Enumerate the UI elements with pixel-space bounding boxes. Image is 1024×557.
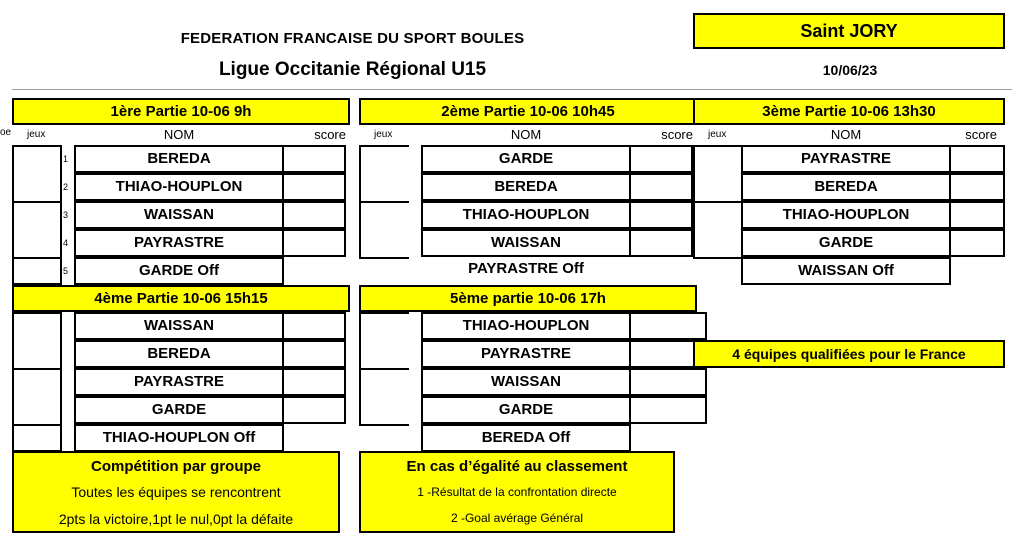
number-column [60, 312, 74, 452]
score-header: score [661, 127, 693, 142]
team-name: BEREDA Off [421, 424, 631, 452]
score-cell[interactable] [629, 173, 693, 201]
jeux-cell[interactable] [359, 368, 409, 426]
team-row [74, 340, 346, 368]
qualified-banner: 4 équipes qualifiées pour le France [693, 340, 1005, 368]
team-name: THIAO-HOUPLON Off [74, 424, 284, 452]
jeux-cell[interactable] [12, 257, 62, 285]
team-name: BEREDA [74, 340, 284, 368]
score-cell[interactable] [629, 312, 707, 340]
score-cell[interactable] [629, 396, 707, 424]
score-cell[interactable] [949, 145, 1005, 173]
score-cell[interactable] [629, 229, 693, 257]
event-date: 10/06/23 [822, 62, 878, 78]
team-name: GARDE Off [74, 257, 284, 285]
score-cell[interactable] [282, 201, 346, 229]
team-name: BEREDA [421, 173, 631, 201]
competition-note-line2: 2pts la victoire,1pt le nul,0pt la défaite [58, 511, 294, 527]
team-name: PAYRASTRE [741, 145, 951, 173]
score-cell[interactable] [629, 201, 693, 229]
team-row [74, 312, 346, 340]
round-title: 2ème Partie 10-06 10h45 [359, 98, 697, 125]
score-cell[interactable] [282, 368, 346, 396]
team-row-off [63, 257, 346, 285]
tiebreak-note [359, 451, 675, 533]
team-row [421, 145, 693, 173]
jeux-header: jeux [708, 129, 727, 140]
team-row-off [74, 424, 346, 452]
match-grid [359, 145, 697, 285]
jeux-cell[interactable] [359, 312, 409, 370]
team-name: THIAO-HOUPLON [421, 312, 631, 340]
team-name: GARDE [74, 396, 284, 424]
score-cell[interactable] [282, 396, 346, 424]
jeux-cell[interactable] [359, 145, 409, 203]
team-name: GARDE [421, 396, 631, 424]
team-row [421, 368, 693, 396]
round-title: 4ème Partie 10-06 15h15 [12, 285, 350, 312]
row-number: 2 [63, 182, 69, 192]
round-1 [12, 98, 350, 285]
team-row [63, 145, 346, 173]
column-headers [693, 125, 1005, 145]
score-header: score [314, 127, 346, 142]
team-row [421, 201, 693, 229]
team-name: PAYRASTRE [421, 340, 631, 368]
clipped-edge-text: oe [0, 127, 12, 138]
header-divider [12, 89, 1012, 90]
row-number: 1 [63, 154, 69, 164]
round-2 [359, 98, 697, 285]
competition-note [12, 451, 340, 533]
team-name: WAISSAN [74, 201, 284, 229]
team-name: PAYRASTRE Off [468, 260, 584, 277]
score-cell[interactable] [949, 201, 1005, 229]
jeux-header: jeux [374, 129, 393, 140]
team-row [421, 312, 693, 340]
team-row [741, 173, 1013, 201]
jeux-cell[interactable] [12, 145, 62, 203]
column-headers [12, 125, 350, 145]
nom-header: NOM [163, 127, 195, 142]
team-row [741, 229, 1013, 257]
team-row [63, 173, 346, 201]
team-row [741, 145, 1013, 173]
round-title: 3ème Partie 10-06 13h30 [693, 98, 1005, 125]
round-3 [693, 98, 1005, 285]
nom-header: NOM [510, 127, 542, 142]
tiebreak-note-line2: 2 -Goal avérage Général [450, 511, 584, 525]
match-grid [12, 145, 350, 285]
score-cell[interactable] [282, 340, 346, 368]
score-cell[interactable] [282, 312, 346, 340]
team-name: BEREDA [74, 145, 284, 173]
team-name: WAISSAN [74, 312, 284, 340]
team-row-off [421, 424, 693, 452]
tiebreak-note-title: En cas d’égalité au classement [406, 458, 628, 475]
team-row [63, 201, 346, 229]
jeux-cell[interactable] [693, 201, 743, 259]
jeux-cell[interactable] [12, 424, 62, 452]
team-name: THIAO-HOUPLON [741, 201, 951, 229]
column-headers [359, 125, 697, 145]
score-cell[interactable] [282, 229, 346, 257]
team-name: GARDE [421, 145, 631, 173]
team-row [74, 368, 346, 396]
team-name: WAISSAN [421, 368, 631, 396]
team-row [63, 229, 346, 257]
venue-box: Saint JORY [693, 13, 1005, 49]
score-cell[interactable] [629, 145, 693, 173]
row-number: 4 [63, 238, 69, 248]
jeux-cell[interactable] [12, 368, 62, 426]
team-name: PAYRASTRE [74, 229, 284, 257]
jeux-header: jeux [27, 129, 46, 140]
team-row [74, 396, 346, 424]
competition-note-title: Compétition par groupe [91, 458, 261, 475]
row-number: 5 [63, 266, 69, 276]
team-name: GARDE [741, 229, 951, 257]
jeux-cell[interactable] [359, 201, 409, 259]
round-title: 5ème partie 10-06 17h [359, 285, 697, 312]
team-name: WAISSAN [421, 229, 631, 257]
row-number: 3 [63, 210, 69, 220]
jeux-cell[interactable] [693, 145, 743, 203]
competition-note-line1: Toutes les équipes se rencontrent [71, 484, 281, 500]
score-cell[interactable] [282, 173, 346, 201]
score-cell[interactable] [949, 173, 1005, 201]
team-row [421, 229, 693, 257]
ligue-title: Ligue Occitanie Régional U15 [218, 59, 487, 80]
nom-header: NOM [830, 127, 862, 142]
match-grid [359, 312, 697, 452]
team-name: THIAO-HOUPLON [421, 201, 631, 229]
team-name: THIAO-HOUPLON [74, 173, 284, 201]
team-name: PAYRASTRE [74, 368, 284, 396]
match-grid [693, 145, 1005, 285]
tiebreak-note-line1: 1 -Résultat de la confrontation directe [417, 485, 617, 499]
jeux-cell[interactable] [12, 201, 62, 259]
team-row [421, 396, 693, 424]
federation-title: FEDERATION FRANCAISE DU SPORT BOULES [180, 30, 525, 47]
round-title: 1ère Partie 10-06 9h [12, 98, 350, 125]
jeux-cell[interactable] [12, 312, 62, 370]
score-cell[interactable] [629, 368, 707, 396]
round-4 [12, 285, 350, 452]
team-name: BEREDA [741, 173, 951, 201]
score-cell[interactable] [949, 229, 1005, 257]
round-5 [359, 285, 697, 452]
team-row [421, 173, 693, 201]
match-grid [12, 312, 350, 452]
team-row-off [421, 257, 693, 285]
team-row [421, 340, 693, 368]
team-row [741, 201, 1013, 229]
team-row-off [741, 257, 1013, 285]
team-name: WAISSAN Off [741, 257, 951, 285]
score-cell[interactable] [282, 145, 346, 173]
score-header: score [965, 127, 997, 142]
